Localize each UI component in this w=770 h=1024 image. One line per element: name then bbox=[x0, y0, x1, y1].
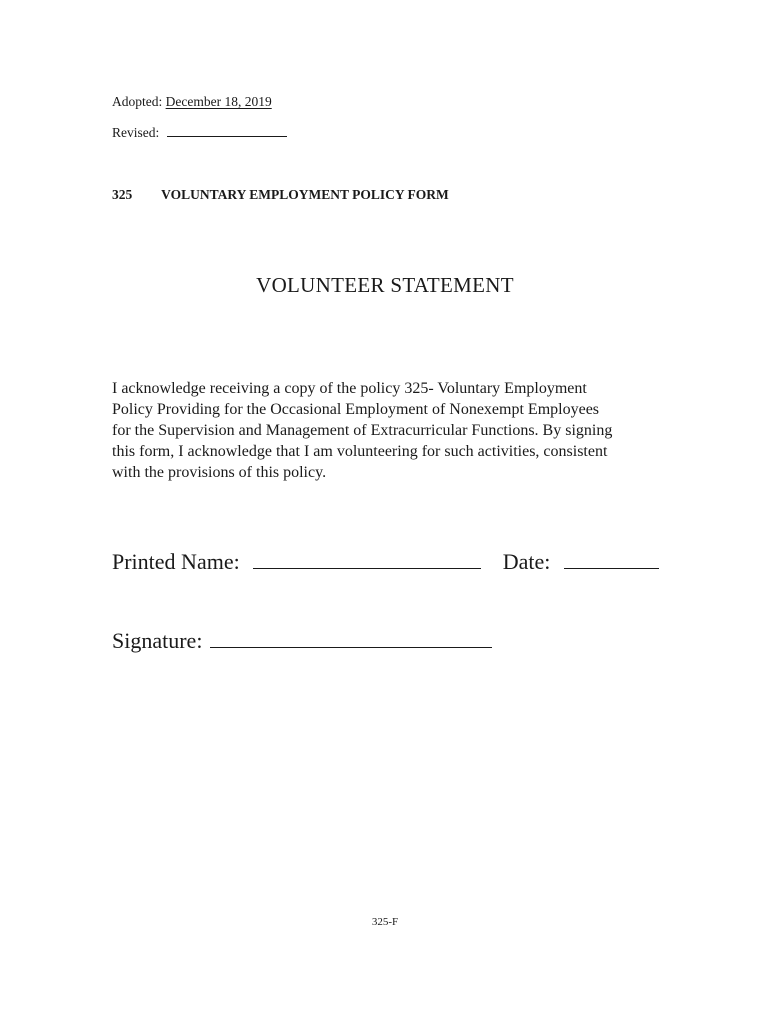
statement-line: Policy Providing for the Occasional Employment of Nonexempt Employees bbox=[112, 401, 600, 418]
statement-line: with the provisions of this policy. bbox=[112, 464, 327, 481]
adopted-label: Adopted: bbox=[112, 94, 163, 109]
document-title: VOLUNTEER STATEMENT bbox=[256, 273, 514, 297]
signature-label: Signature: bbox=[112, 628, 203, 653]
signature-row bbox=[112, 628, 492, 654]
policy-title: VOLUNTARY EMPLOYMENT POLICY FORM bbox=[161, 187, 449, 202]
statement-line: I acknowledge receiving a copy of the policy 325- Voluntary Employment bbox=[112, 380, 587, 397]
form-code-footer: 325-F bbox=[371, 916, 399, 928]
adopted-line bbox=[112, 94, 272, 110]
acknowledgement-statement bbox=[112, 378, 662, 483]
printed-name-label: Printed Name: bbox=[112, 549, 240, 574]
date-field[interactable] bbox=[564, 550, 659, 569]
statement-line: for the Supervision and Management of Extracurricular Functions. By signing bbox=[112, 422, 613, 439]
statement-line: this form, I acknowledge that I am volunteering for such activities, consistent bbox=[112, 443, 608, 460]
printed-name-field[interactable] bbox=[253, 550, 481, 569]
revised-line bbox=[112, 124, 287, 141]
date-label: Date: bbox=[502, 549, 551, 574]
policy-heading bbox=[112, 187, 449, 203]
signature-field[interactable] bbox=[210, 629, 492, 648]
revised-blank-line bbox=[167, 124, 287, 137]
name-date-row bbox=[112, 549, 659, 575]
policy-number: 325 bbox=[112, 187, 133, 202]
adopted-date: December 18, 2019 bbox=[165, 94, 272, 109]
revised-label: Revised: bbox=[112, 125, 160, 140]
